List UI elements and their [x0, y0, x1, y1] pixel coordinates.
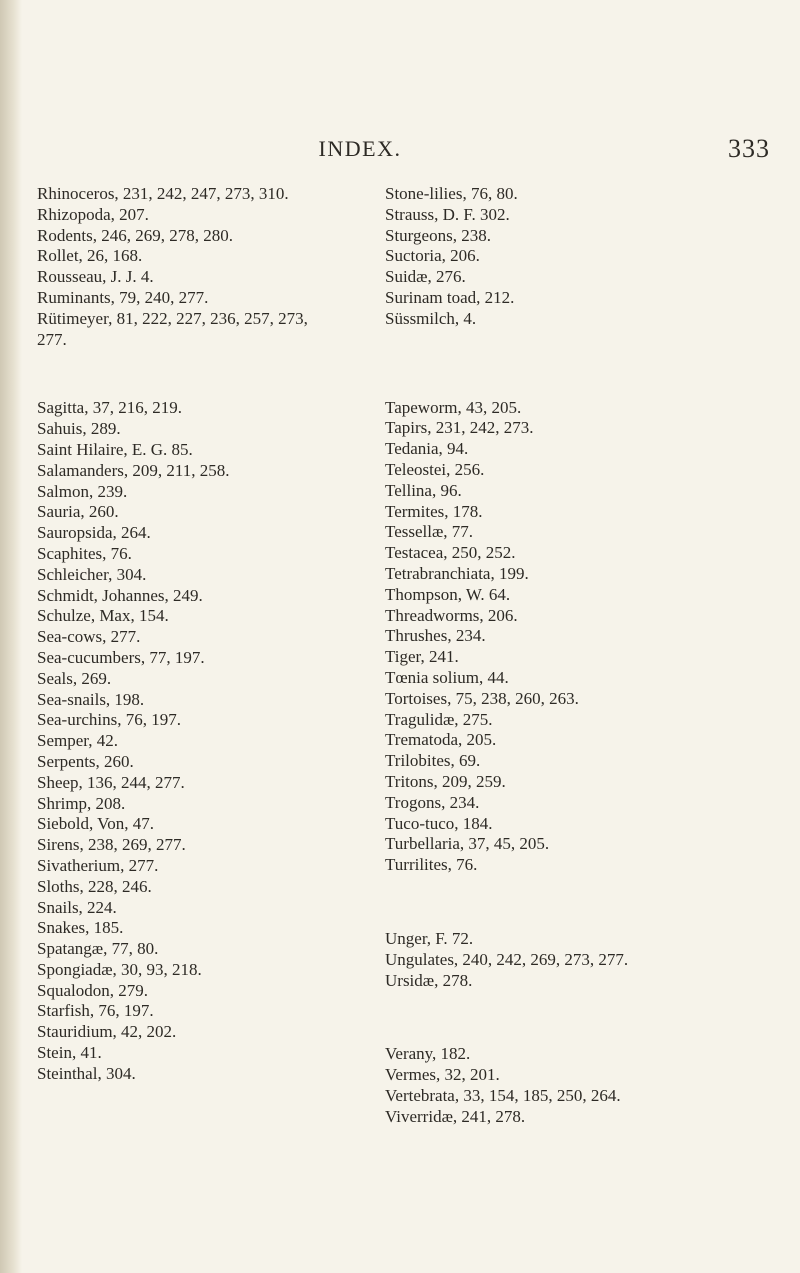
index-entry: Trogons, 234. — [385, 792, 480, 812]
index-entry: Ungulates, 240, 242, 269, 273, 277. — [385, 949, 629, 969]
index-entry: Teleostei, 256. — [385, 459, 485, 479]
index-entry: Sauropsida, 264. — [37, 523, 151, 543]
index-entry: Sheep, 136, 244, 277. — [37, 772, 185, 792]
index-column-left — [37, 184, 367, 1085]
index-entry: Tapirs, 231, 242, 273. — [385, 418, 534, 438]
index-entry: Tuco-tuco, 184. — [385, 813, 493, 833]
index-entry: Rodents, 246, 269, 278, 280. — [37, 225, 233, 245]
index-entry: Sloths, 228, 246. — [37, 876, 152, 896]
index-entry: Sivatherium, 277. — [37, 855, 159, 875]
index-entry: Squalodon, 279. — [37, 980, 148, 1000]
index-entry: Stauridium, 42, 202. — [37, 1022, 177, 1042]
index-entry: Shrimp, 208. — [37, 793, 126, 813]
index-entry: Strauss, D. F. 302. — [385, 204, 510, 224]
index-entry: Sea-urchins, 76, 197. — [37, 710, 182, 730]
index-entry: Snakes, 185. — [37, 918, 124, 938]
index-entry: Saint Hilaire, E. G. 85. — [37, 439, 193, 459]
index-entry: Thompson, W. 64. — [385, 584, 511, 604]
index-entry: Tritons, 209, 259. — [385, 771, 506, 791]
index-entry: Termites, 178. — [385, 501, 483, 521]
index-entry: Tortoises, 75, 238, 260, 263. — [385, 688, 579, 708]
index-entry: Tœnia solium, 44. — [385, 667, 509, 687]
index-entry: Schleicher, 304. — [37, 564, 147, 584]
index-entry: Sea-cows, 277. — [37, 627, 141, 647]
index-entry: Trematoda, 205. — [385, 730, 497, 750]
index-entry: Tetrabranchiata, 199. — [385, 563, 529, 583]
index-entry: Threadworms, 206. — [385, 605, 518, 625]
index-entry: Semper, 42. — [37, 731, 118, 751]
index-entry: Thrushes, 234. — [385, 626, 486, 646]
index-entry: Surinam toad, 212. — [385, 287, 515, 307]
index-entry: Sea-cucumbers, 77, 197. — [37, 647, 205, 667]
index-entry: Rollet, 26, 168. — [37, 246, 143, 266]
index-entry: Süssmilch, 4. — [385, 308, 477, 328]
index-entry: Sturgeons, 238. — [385, 225, 491, 245]
index-entry: Starfish, 76, 197. — [37, 1001, 154, 1021]
index-entry: Ursidæ, 278. — [385, 970, 473, 990]
index-entry: Turbellaria, 37, 45, 205. — [385, 834, 550, 854]
index-entry: Rousseau, J. J. 4. — [37, 267, 154, 287]
index-entry-continuation: 277. — [37, 329, 67, 349]
page-binding-shadow — [0, 0, 22, 1273]
index-entry: Ruminants, 79, 240, 277. — [37, 287, 209, 307]
index-entry: Trilobites, 69. — [385, 751, 481, 771]
index-entry: Vertebrata, 33, 154, 185, 250, 264. — [385, 1085, 621, 1105]
index-entry: Snails, 224. — [37, 897, 117, 917]
index-group-s-cont — [385, 184, 765, 330]
index-entry: Sirens, 238, 269, 277. — [37, 835, 186, 855]
index-entry: Serpents, 260. — [37, 751, 134, 771]
index-entry: Tessellæ, 77. — [385, 522, 474, 542]
index-entry: Sagitta, 37, 216, 219. — [37, 398, 182, 418]
index-entry: Schmidt, Johannes, 249. — [37, 585, 203, 605]
index-entry: Verany, 182. — [385, 1044, 471, 1064]
page-header-title: INDEX. — [318, 136, 402, 161]
index-entry: Stone-lilies, 76, 80. — [385, 184, 518, 203]
index-entry: Salmon, 239. — [37, 481, 128, 501]
index-entry: Sahuis, 289. — [37, 419, 121, 439]
index-entry: Rütimeyer, 81, 222, 227, 236, 257, 273, — [37, 308, 308, 328]
index-entry: Scaphites, 76. — [37, 543, 132, 563]
index-entry: Tragulidæ, 275. — [385, 709, 493, 729]
index-group-s — [37, 398, 367, 1084]
index-entry: Viverridæ, 241, 278. — [385, 1106, 526, 1126]
index-entry: Sea-snails, 198. — [37, 689, 145, 709]
index-entry: Sauria, 260. — [37, 502, 119, 522]
index-column-right — [385, 184, 765, 1127]
index-group-r — [37, 184, 367, 350]
index-group-t — [385, 398, 765, 876]
index-entry: Schulze, Max, 154. — [37, 606, 169, 626]
index-entry: Suctoria, 206. — [385, 246, 480, 266]
index-entry: Seals, 269. — [37, 668, 112, 688]
page-number: 333 — [728, 134, 770, 163]
index-entry: Spatangæ, 77, 80. — [37, 939, 159, 959]
index-entry: Tiger, 241. — [385, 647, 459, 667]
index-group-v — [385, 1044, 765, 1127]
index-entry: Tapeworm, 43, 205. — [385, 397, 522, 417]
index-entry: Rhizopoda, 207. — [37, 204, 149, 224]
index-entry: Turrilites, 76. — [385, 855, 478, 875]
index-entry: Spongiadæ, 30, 93, 218. — [37, 959, 202, 979]
index-entry: Tedania, 94. — [385, 439, 469, 459]
index-entry: Siebold, Von, 47. — [37, 814, 154, 834]
index-entry: Rhinoceros, 231, 242, 247, 273, 310. — [37, 184, 289, 203]
index-entry: Testacea, 250, 252. — [385, 543, 516, 563]
index-entry: Salamanders, 209, 211, 258. — [37, 460, 230, 480]
index-entry: Suidæ, 276. — [385, 267, 466, 287]
index-entry: Steinthal, 304. — [37, 1063, 136, 1083]
index-entry: Stein, 41. — [37, 1043, 102, 1063]
index-group-u — [385, 929, 765, 991]
index-entry: Vermes, 32, 201. — [385, 1065, 500, 1085]
index-entry: Unger, F. 72. — [385, 928, 474, 948]
index-entry: Tellina, 96. — [385, 480, 462, 500]
